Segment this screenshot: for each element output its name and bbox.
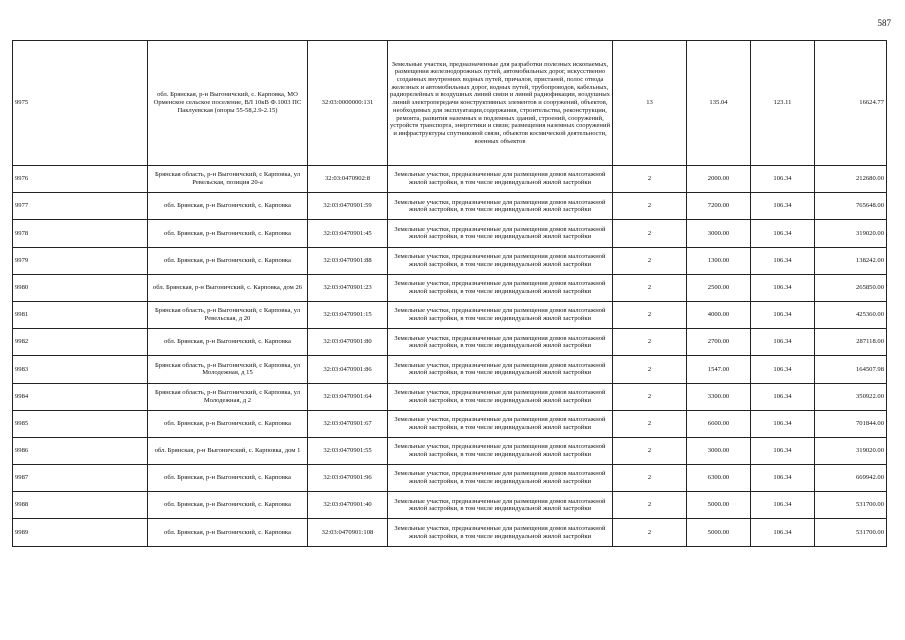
row-cadastral-number: 32:03:0470901:45	[308, 220, 388, 247]
row-number: 9982	[13, 329, 148, 356]
row-permitted-use: Земельные участки, предназначенные для размещения домов малоэтажной жилой застройки, в том числе индивидуальной жилой застройки	[388, 519, 613, 546]
row-rate: 106.34	[751, 274, 815, 301]
row-area: 3000.00	[687, 437, 751, 464]
row-rate: 106.34	[751, 492, 815, 519]
row-area: 2000.00	[687, 166, 751, 193]
row-cadastral-value: 765648.00	[815, 193, 887, 220]
table-row	[13, 193, 887, 220]
row-cadastral-number: 32:03:0470901:23	[308, 274, 388, 301]
row-cadastral-value: 669942.00	[815, 465, 887, 492]
row-rate: 106.34	[751, 301, 815, 328]
row-cadastral-value: 265850.00	[815, 274, 887, 301]
table-row	[13, 166, 887, 193]
row-category-code: 2	[613, 166, 687, 193]
table-row	[13, 274, 887, 301]
row-cadastral-number: 32:03:0470901:40	[308, 492, 388, 519]
row-rate: 106.34	[751, 519, 815, 546]
row-area: 4000.00	[687, 301, 751, 328]
table-row	[13, 301, 887, 328]
row-category-code: 2	[613, 383, 687, 410]
table-row	[13, 519, 887, 546]
row-rate: 106.34	[751, 166, 815, 193]
row-area: 1547.00	[687, 356, 751, 383]
row-rate: 123.11	[751, 41, 815, 166]
row-area: 5000.00	[687, 519, 751, 546]
row-area: 7200.00	[687, 193, 751, 220]
row-address: обл. Брянская, р-н Выгоничский, с. Карповка	[148, 410, 308, 437]
row-number: 9986	[13, 437, 148, 464]
page-number: 587	[877, 18, 891, 28]
land-registry-table	[12, 40, 887, 547]
row-cadastral-value: 212680.00	[815, 166, 887, 193]
row-address: обл. Брянская, р-н Выгоничский, с. Карповка, МО Орменское сельское поселение, ВЛ 10кВ Ф.1003 ПС Паклуевская (опоры 55-58,2.9-2.15)	[148, 41, 308, 166]
row-rate: 106.34	[751, 193, 815, 220]
row-category-code: 2	[613, 274, 687, 301]
row-area: 3300.00	[687, 383, 751, 410]
row-permitted-use: Земельные участки, предназначенные для размещения домов малоэтажной жилой застройки, в том числе индивидуальной жилой застройки	[388, 329, 613, 356]
row-cadastral-value: 164507.98	[815, 356, 887, 383]
row-area: 6300.00	[687, 465, 751, 492]
row-category-code: 2	[613, 492, 687, 519]
row-cadastral-value: 138242.00	[815, 247, 887, 274]
row-category-code: 2	[613, 356, 687, 383]
row-permitted-use: Земельные участки, предназначенные для размещения домов малоэтажной жилой застройки, в том числе индивидуальной жилой застройки	[388, 166, 613, 193]
row-category-code: 2	[613, 519, 687, 546]
row-permitted-use: Земельные участки, предназначенные для размещения домов малоэтажной жилой застройки, в том числе индивидуальной жилой застройки	[388, 247, 613, 274]
row-category-code: 13	[613, 41, 687, 166]
table-row	[13, 465, 887, 492]
row-cadastral-number: 32:03:0470901:59	[308, 193, 388, 220]
row-rate: 106.34	[751, 356, 815, 383]
row-address: обл. Брянская, р-н Выгоничский, с. Карповка	[148, 492, 308, 519]
row-category-code: 2	[613, 437, 687, 464]
row-address: обл. Брянская, р-н Выгоничский, с. Карповка	[148, 519, 308, 546]
row-category-code: 2	[613, 193, 687, 220]
row-cadastral-number: 32:03:0470901:86	[308, 356, 388, 383]
row-cadastral-value: 287118.00	[815, 329, 887, 356]
row-address: обл. Брянская, р-н Выгоничский, с. Карповка	[148, 193, 308, 220]
row-cadastral-number: 32:03:0000000:131	[308, 41, 388, 166]
row-cadastral-value: 531700.00	[815, 519, 887, 546]
row-cadastral-value: 16624.77	[815, 41, 887, 166]
table-row	[13, 329, 887, 356]
row-permitted-use: Земельные участки, предназначенные для разработки полезных ископаемых, размещения железнодорожных путей, автомобильных дорог, искусственно созданных внутренних водных путей, причалов, пристаней, полос отвода железных и автомобильных дорог, водных путей, трубопроводов, кабельных, радиорелейных и воздушных линий связи и линий радиофикации, воздушных линий электропередачи конструктивных элементов и сооружений, объектов, необходимых для эксплуатации,содержания, строительства, реконструкции, ремонта, развития наземных и подземных зданий, строений, сооружений, устройств транспорта, энергетики и связи; размещения наземных сооружений и инфраструктуры спутниковой связи, объектов космической деятельности, военных объектов	[388, 41, 613, 166]
table-row	[13, 356, 887, 383]
row-address: Брянская область, р-н Выгоничский, с Карповка, ул Молодежная, д 15	[148, 356, 308, 383]
row-permitted-use: Земельные участки, предназначенные для размещения домов малоэтажной жилой застройки, в том числе индивидуальной жилой застройки	[388, 356, 613, 383]
row-cadastral-number: 32:03:0470901:108	[308, 519, 388, 546]
row-permitted-use: Земельные участки, предназначенные для размещения домов малоэтажной жилой застройки, в том числе индивидуальной жилой застройки	[388, 437, 613, 464]
row-rate: 106.34	[751, 383, 815, 410]
row-address: обл. Брянская, р-н Выгоничский, с. Карповка	[148, 465, 308, 492]
row-address: обл. Брянская, р-н Выгоничский, с. Карповка, дом 26	[148, 274, 308, 301]
row-permitted-use: Земельные участки, предназначенные для размещения домов малоэтажной жилой застройки, в том числе индивидуальной жилой застройки	[388, 274, 613, 301]
row-cadastral-number: 32:03:0470901:88	[308, 247, 388, 274]
row-number: 9989	[13, 519, 148, 546]
row-cadastral-number: 32:03:0470901:67	[308, 410, 388, 437]
table-row	[13, 383, 887, 410]
row-area: 5000.00	[687, 492, 751, 519]
row-area: 6600.00	[687, 410, 751, 437]
row-number: 9977	[13, 193, 148, 220]
row-address: обл. Брянская, р-н Выгоничский, с. Карповка	[148, 329, 308, 356]
table-row	[13, 247, 887, 274]
row-cadastral-value: 701844.00	[815, 410, 887, 437]
row-address: Брянская область, р-н Выгоничский, с Карповка, ул Ревельская, позиция 20-а	[148, 166, 308, 193]
row-area: 3000.00	[687, 220, 751, 247]
row-category-code: 2	[613, 465, 687, 492]
row-category-code: 2	[613, 410, 687, 437]
row-cadastral-number: 32:03:0470901:64	[308, 383, 388, 410]
table-row	[13, 41, 887, 166]
table-row	[13, 220, 887, 247]
row-address: обл. Брянская, р-н Выгоничский, с. Карповка, дом 1	[148, 437, 308, 464]
row-number: 9975	[13, 41, 148, 166]
row-area: 1300.00	[687, 247, 751, 274]
row-rate: 106.34	[751, 437, 815, 464]
row-cadastral-value: 425360.00	[815, 301, 887, 328]
row-area: 135.04	[687, 41, 751, 166]
row-permitted-use: Земельные участки, предназначенные для размещения домов малоэтажной жилой застройки, в том числе индивидуальной жилой застройки	[388, 220, 613, 247]
row-address: обл. Брянская, р-н Выгоничский, с. Карповка	[148, 247, 308, 274]
row-cadastral-value: 350922.00	[815, 383, 887, 410]
row-cadastral-number: 32:03:0470902:8	[308, 166, 388, 193]
row-address: обл. Брянская, р-н Выгоничский, с. Карповка	[148, 220, 308, 247]
row-cadastral-value: 319020.00	[815, 437, 887, 464]
row-number: 9981	[13, 301, 148, 328]
row-permitted-use: Земельные участки, предназначенные для размещения домов малоэтажной жилой застройки, в том числе индивидуальной жилой застройки	[388, 383, 613, 410]
row-category-code: 2	[613, 329, 687, 356]
row-number: 9985	[13, 410, 148, 437]
table-row	[13, 492, 887, 519]
row-rate: 106.34	[751, 329, 815, 356]
row-rate: 106.34	[751, 410, 815, 437]
row-category-code: 2	[613, 301, 687, 328]
row-cadastral-number: 32:03:0470901:96	[308, 465, 388, 492]
row-number: 9988	[13, 492, 148, 519]
row-area: 2700.00	[687, 329, 751, 356]
row-cadastral-number: 32:03:0470901:15	[308, 301, 388, 328]
row-category-code: 2	[613, 247, 687, 274]
row-number: 9980	[13, 274, 148, 301]
row-number: 9979	[13, 247, 148, 274]
row-area: 2500.00	[687, 274, 751, 301]
row-permitted-use: Земельные участки, предназначенные для размещения домов малоэтажной жилой застройки, в том числе индивидуальной жилой застройки	[388, 410, 613, 437]
row-rate: 106.34	[751, 220, 815, 247]
table-row	[13, 410, 887, 437]
row-rate: 106.34	[751, 247, 815, 274]
row-number: 9984	[13, 383, 148, 410]
row-address: Брянская область, р-н Выгоничский, с Карповка, ул Молодежная, д 2	[148, 383, 308, 410]
row-cadastral-number: 32:03:0470901:55	[308, 437, 388, 464]
row-cadastral-value: 319020.00	[815, 220, 887, 247]
row-number: 9987	[13, 465, 148, 492]
row-cadastral-number: 32:03:0470901:80	[308, 329, 388, 356]
row-permitted-use: Земельные участки, предназначенные для размещения домов малоэтажной жилой застройки, в том числе индивидуальной жилой застройки	[388, 301, 613, 328]
row-permitted-use: Земельные участки, предназначенные для размещения домов малоэтажной жилой застройки, в том числе индивидуальной жилой застройки	[388, 465, 613, 492]
row-number: 9978	[13, 220, 148, 247]
table-row	[13, 437, 887, 464]
row-rate: 106.34	[751, 465, 815, 492]
row-number: 9983	[13, 356, 148, 383]
row-cadastral-value: 531700.00	[815, 492, 887, 519]
row-permitted-use: Земельные участки, предназначенные для размещения домов малоэтажной жилой застройки, в том числе индивидуальной жилой застройки	[388, 193, 613, 220]
row-permitted-use: Земельные участки, предназначенные для размещения домов малоэтажной жилой застройки, в том числе индивидуальной жилой застройки	[388, 492, 613, 519]
row-number: 9976	[13, 166, 148, 193]
row-address: Брянская область, р-н Выгоничский, с Карповка, ул Ревельская, д 20	[148, 301, 308, 328]
row-category-code: 2	[613, 220, 687, 247]
